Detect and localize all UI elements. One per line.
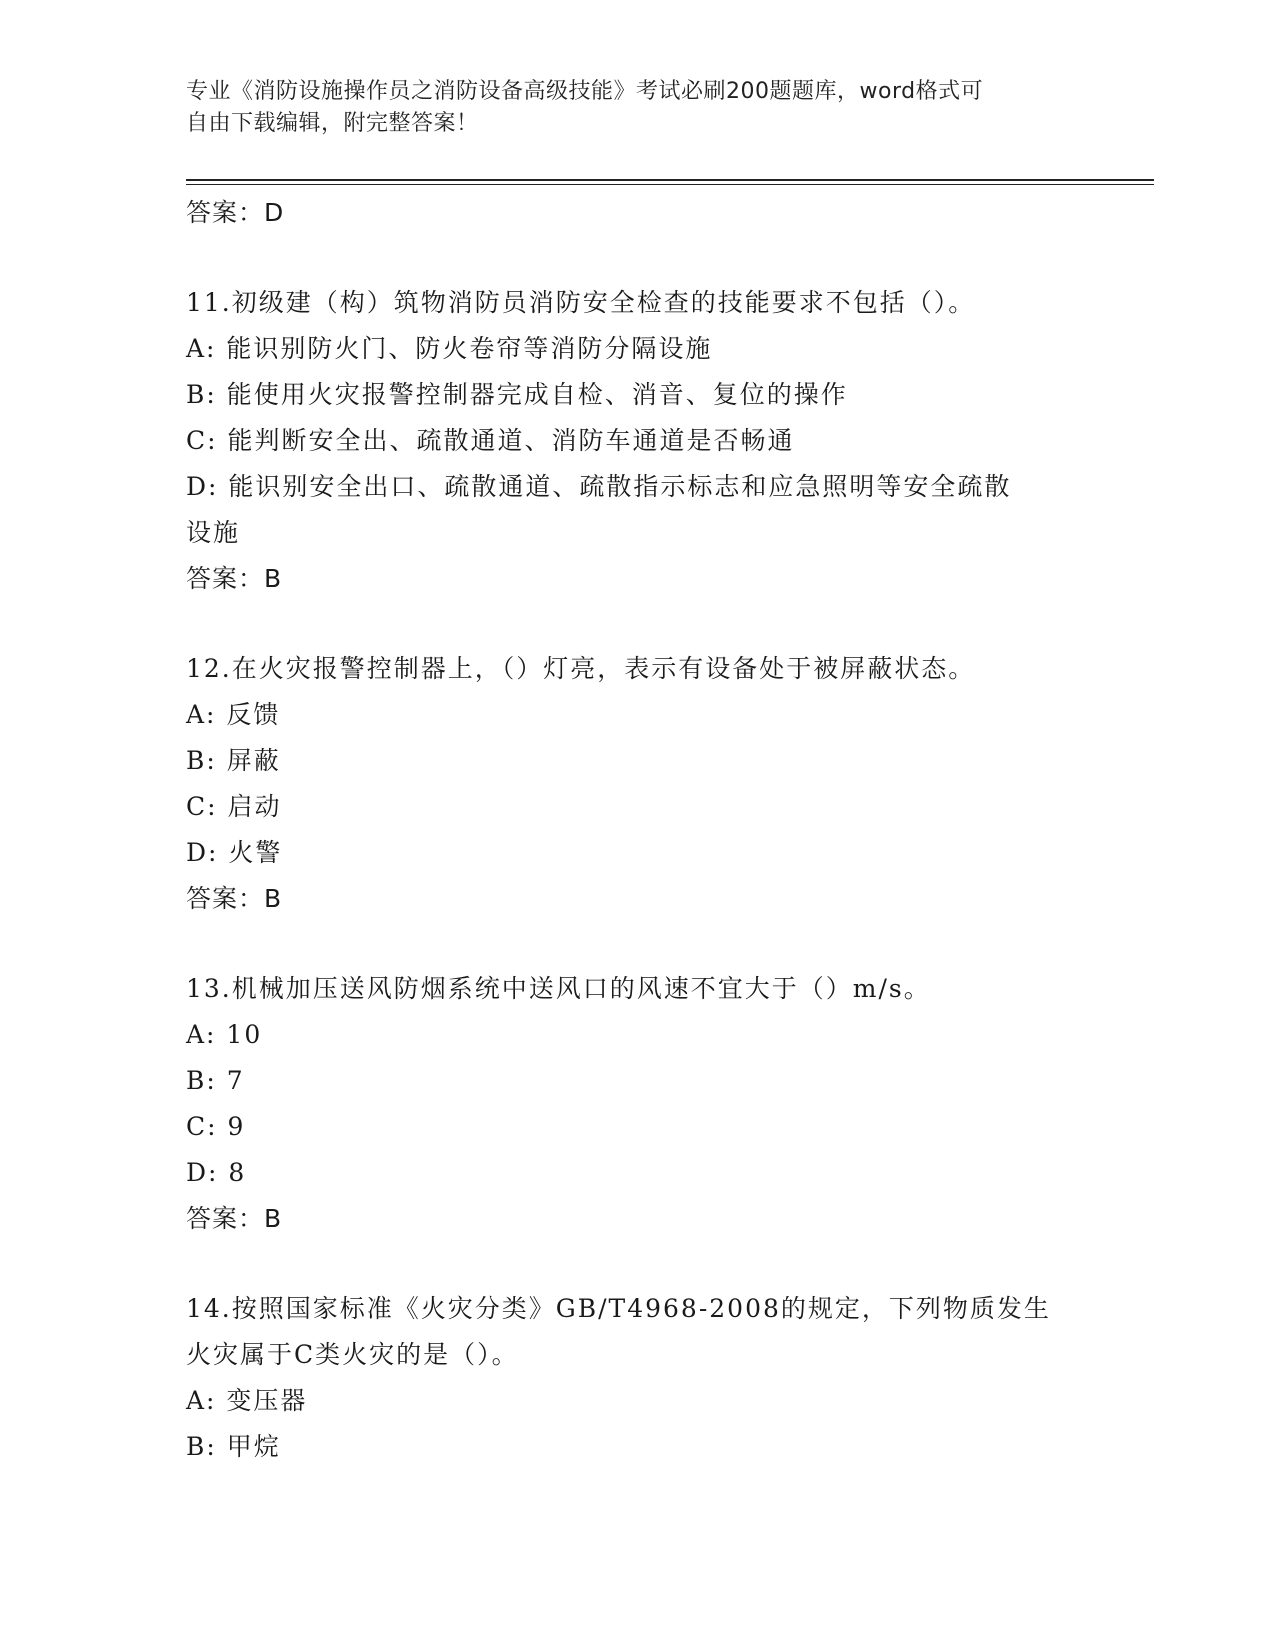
spacer [186, 602, 1086, 646]
option-c: C: 启动 [186, 792, 282, 821]
option-b: B: 屏蔽 [186, 746, 281, 775]
header-line-1: 专业《消防设施操作员之消防设备高级技能》考试必刷200题题库，word格式可 [186, 79, 984, 104]
spacer [186, 236, 1086, 280]
document-header [186, 76, 1066, 140]
option-d: D: 能识别安全出口、疏散通道、疏散指示标志和应急照明等安全疏散 [186, 472, 1012, 501]
spacer [186, 1242, 1086, 1286]
option-a: A: 10 [186, 1020, 263, 1049]
question-stem: 13.机械加压送风防烟系统中送风口的风速不宜大于（）m/s。 [186, 974, 931, 1003]
header-divider-thin [186, 184, 1154, 185]
option-b: B: 能使用火灾报警控制器完成自检、消音、复位的操作 [186, 380, 848, 409]
option-d-continued: 设施 [186, 518, 241, 547]
option-c: C: 9 [186, 1112, 246, 1141]
option-c: C: 能判断安全出、疏散通道、消防车通道是否畅通 [186, 426, 795, 455]
answer: 答案：B [186, 1204, 283, 1233]
previous-answer: 答案：D [186, 198, 285, 227]
question-11 [186, 280, 1086, 602]
question-12 [186, 646, 1086, 922]
answer: 答案：B [186, 884, 283, 913]
question-list [186, 190, 1086, 1470]
answer: 答案：B [186, 564, 283, 593]
question-stem: 14.按照国家标准《火灾分类》GB/T4968-2008的规定，下列物质发生 [186, 1294, 1051, 1323]
question-13 [186, 966, 1086, 1242]
question-stem: 12.在火灾报警控制器上，（）灯亮，表示有设备处于被屏蔽状态。 [186, 654, 976, 683]
question-stem: 11.初级建（构）筑物消防员消防安全检查的技能要求不包括（）。 [186, 288, 976, 317]
spacer [186, 922, 1086, 966]
option-a: A: 变压器 [186, 1386, 308, 1415]
question-14 [186, 1286, 1086, 1470]
option-d: D: 火警 [186, 838, 283, 867]
option-b: B: 甲烷 [186, 1432, 281, 1461]
option-a: A: 反馈 [186, 700, 281, 729]
header-line-2: 自由下载编辑，附完整答案！ [186, 111, 479, 136]
header-divider-thick [186, 179, 1154, 181]
option-b: B: 7 [186, 1066, 245, 1095]
option-a: A: 能识别防火门、防火卷帘等消防分隔设施 [186, 334, 713, 363]
option-d: D: 8 [186, 1158, 247, 1187]
question-stem-continued: 火灾属于C类火灾的是（）。 [186, 1340, 519, 1369]
